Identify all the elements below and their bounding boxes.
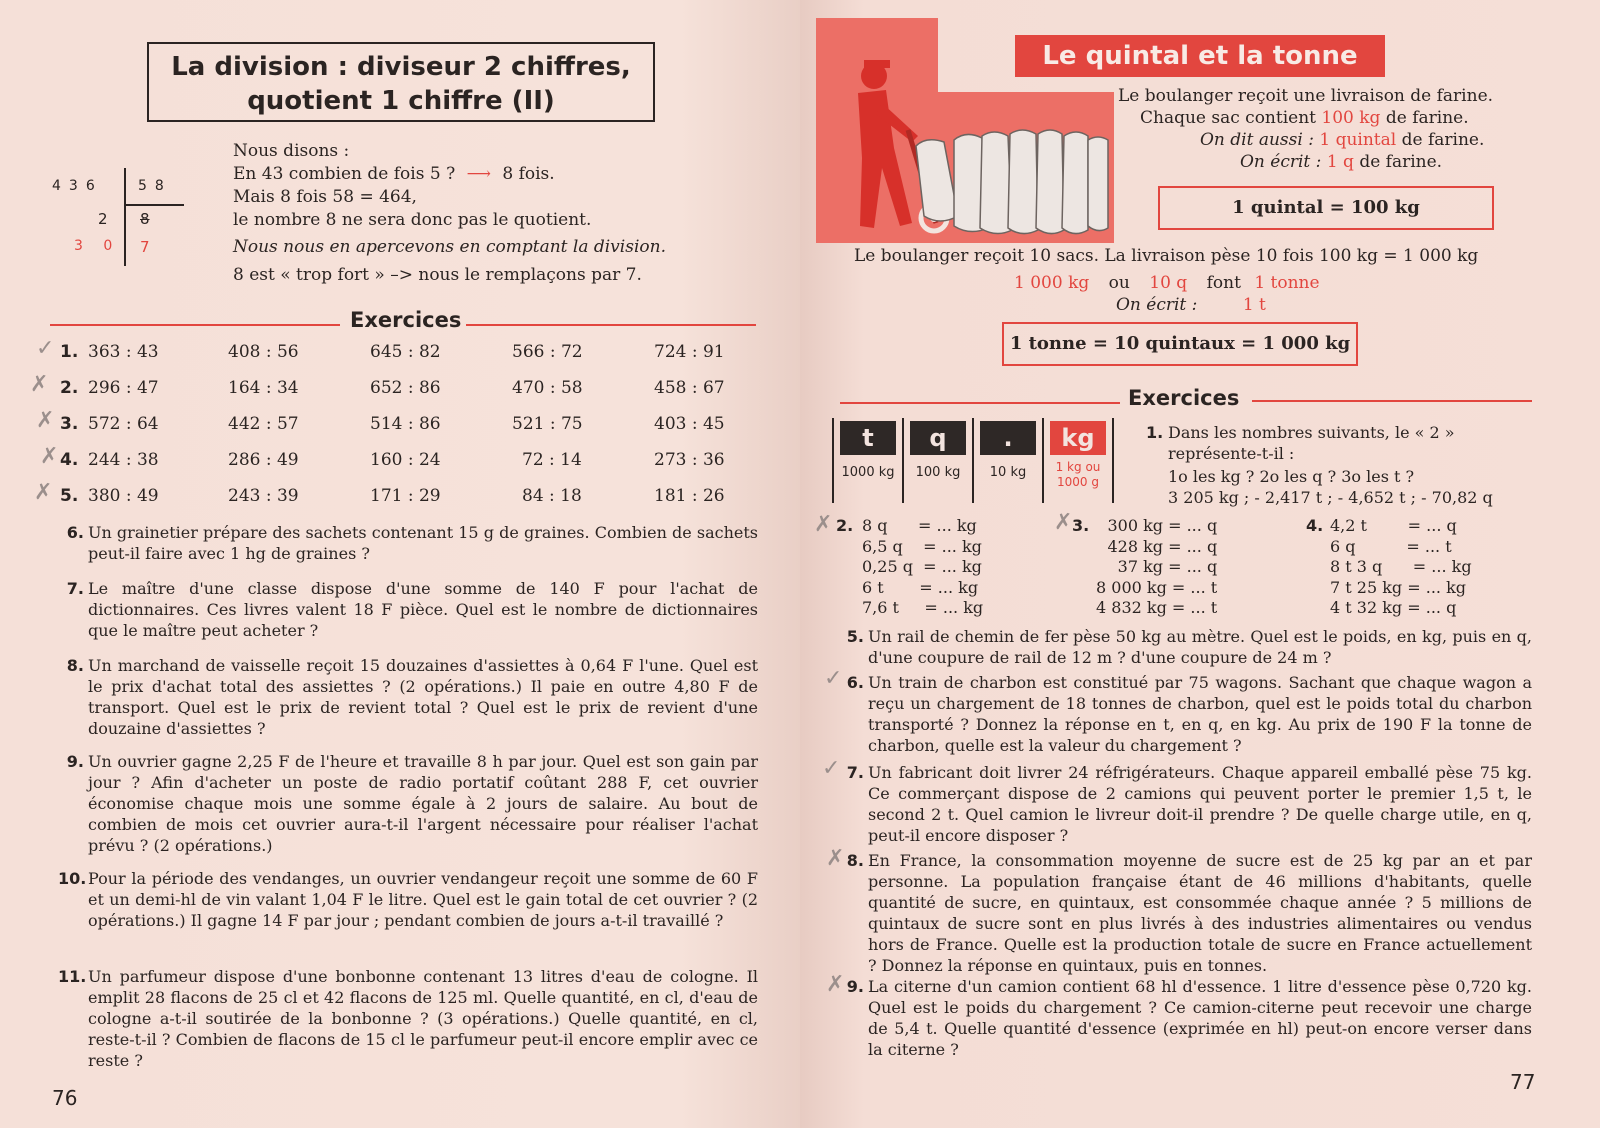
- problem-text: Un rail de chemin de fer pèse 50 kg au mètre. Quel est le poids, en kg, puis en q, d'une coupure de rail de 12 m ? d'une coupure de 24 m ?: [868, 627, 1532, 667]
- explain-line-1: Nous disons :: [233, 141, 350, 161]
- intro-line-1: Le boulanger reçoit une livraison de farine.: [1118, 86, 1494, 106]
- conversion-line: 7 t 25 kg = ... kg: [1330, 577, 1467, 597]
- pencil-mark: ✓: [824, 666, 843, 691]
- unit-head: .: [980, 421, 1036, 455]
- problem-number: 6.: [846, 673, 864, 692]
- problem-text: Pour la période des vendanges, un ouvrier vendangeur reçoit une somme de 60 F et un demi-hl de vin valant 1,04 F le litre. Quel est le gain total de cet ouvrier ? (2 opérations.) Il gagne 14 F par jour ; pendant combien de jours a-t-il travaillé ?: [88, 869, 758, 930]
- operation: 572 : 64: [88, 414, 159, 434]
- problem-number: 5.: [846, 627, 864, 646]
- operation: 652 : 86: [370, 378, 441, 398]
- intro-text: On écrit :: [1240, 152, 1322, 172]
- operation: 403 : 45: [654, 414, 725, 434]
- equivalence-line-2: [1116, 294, 1266, 316]
- arrow-icon: ⟶: [466, 164, 491, 184]
- unit-column-t: [834, 418, 904, 503]
- pencil-mark: ✗: [814, 512, 833, 537]
- trial-quotient: 8: [140, 210, 150, 228]
- explain-line-3: Mais 8 fois 58 = 464,: [233, 187, 417, 207]
- conversion-line: 428 kg = ... q: [1107, 536, 1218, 556]
- exercise-3: [1096, 516, 1217, 619]
- operation: 84 : 18: [522, 486, 582, 506]
- problem-number: 11.: [58, 967, 87, 986]
- unit-label: 1 kg ou 1000 g: [1055, 460, 1101, 489]
- unit-column-q: [904, 418, 974, 503]
- ops-row-number: 4.: [60, 450, 79, 470]
- operation: 164 : 34: [228, 378, 299, 398]
- conversion-line: 300 kg = ... q: [1107, 516, 1218, 535]
- operation: 724 : 91: [654, 342, 725, 362]
- problem-text: Un marchand de vaisselle reçoit 15 douzaines d'assiettes à 0,64 F l'une. Quel est le prix d'achat total des assiettes ? (2 opérations.) Il paie en outre 4,80 F de transport. Quel est le prix de revient total ? Quel est le prix de revient d'une douzaine d'assiettes ?: [88, 656, 758, 738]
- tonne-definition-box: 1 tonne = 10 quintaux = 1 000 kg: [1002, 322, 1358, 366]
- equiv-word: font: [1206, 273, 1241, 293]
- operation: 470 : 58: [512, 378, 583, 398]
- conversion-line: 37 kg = ... q: [1117, 557, 1218, 576]
- problem-10: [58, 868, 758, 931]
- lesson-title-box: [147, 42, 655, 122]
- problem-number: 7.: [846, 763, 864, 782]
- problem-number: 10.: [58, 869, 87, 888]
- exercises-title: Exercices: [1128, 386, 1240, 410]
- problem-number: 3.: [1072, 516, 1090, 535]
- problem-number: 4.: [1306, 516, 1324, 535]
- ops-row-number: 1.: [60, 342, 79, 362]
- intro-line-3: [1200, 129, 1484, 151]
- problem-number: 1.: [1146, 423, 1164, 442]
- problem-text: Un grainetier prépare des sachets contenant 15 g de graines. Combien de sachets peut-il faire avec 1 hg de graines ?: [88, 523, 758, 563]
- problem-5: [846, 626, 1532, 668]
- problem-number: 8.: [846, 851, 864, 870]
- problem-9: [846, 976, 1532, 1060]
- pencil-mark: ✗: [1054, 510, 1073, 535]
- pencil-mark: ✗: [826, 846, 845, 871]
- operation: 243 : 39: [228, 486, 299, 506]
- operation: 181 : 26: [654, 486, 725, 506]
- exercises-rule-right: [466, 324, 756, 326]
- lesson-title-line2: quotient 1 chiffre (II): [247, 86, 555, 116]
- problem-text: Un train de charbon est constitué par 75 wagons. Sachant que chaque wagon a reçu un chargement de 18 tonnes de charbon, quel est le poids total du charbon transporté ? Donnez la réponse en t, en q, en kg. Au prix de 190 F la tonne de charbon, quelle est la valeur du chargement ?: [868, 673, 1532, 755]
- remainder: 3 0: [74, 238, 121, 254]
- delivery-line: Le boulanger reçoit 10 sacs. La livraison pèse 10 fois 100 kg = 1 000 kg: [854, 246, 1479, 266]
- operation: 363 : 43: [88, 342, 159, 362]
- problem-number: 9.: [66, 752, 84, 771]
- problem-6: [846, 672, 1532, 756]
- exercises-rule-left: [50, 324, 340, 326]
- problem-11: [58, 966, 758, 1071]
- equiv-word: On écrit :: [1116, 295, 1198, 315]
- pencil-mark: ✗: [36, 408, 55, 433]
- operation: 442 : 57: [228, 414, 299, 434]
- ops-row-4: [60, 450, 760, 472]
- exercise-1-line: 3 205 kg ; - 2,417 t ; - 4,652 t ; - 70,82 q: [1168, 488, 1493, 507]
- unit-label: 10 kg: [989, 465, 1027, 480]
- operation: 566 : 72: [512, 342, 583, 362]
- equiv-q: 10 q: [1149, 273, 1188, 293]
- equivalence-line: [1014, 272, 1320, 294]
- unit-table: [832, 418, 1116, 503]
- problem-number: 7.: [66, 579, 84, 598]
- conversion-line: 6,5 q = ... kg: [862, 536, 982, 556]
- exercise-1-line: 1o les kg ? 2o les q ? 3o les t ?: [1168, 467, 1415, 486]
- intro-text: On dit aussi :: [1200, 130, 1314, 150]
- exercise-1-line: Dans les nombres suivants, le « 2 » représente-t-il :: [1168, 423, 1455, 463]
- operation: 408 : 56: [228, 342, 299, 362]
- intro-text: Chaque sac contient: [1140, 108, 1316, 128]
- problem-6: [66, 522, 758, 564]
- divisor: 58: [138, 178, 172, 194]
- unit-head: q: [910, 421, 966, 455]
- operation: 645 : 82: [370, 342, 441, 362]
- equiv-word: ou: [1108, 273, 1130, 293]
- intro-text: de farine.: [1401, 130, 1485, 150]
- intro-line-4: [1240, 151, 1442, 173]
- intro-text: de farine.: [1385, 108, 1469, 128]
- unit-head: t: [840, 421, 896, 455]
- operation: 521 : 75: [512, 414, 583, 434]
- operation: 171 : 29: [370, 486, 441, 506]
- explain-line-5: Nous nous en apercevons en comptant la division.: [233, 237, 666, 257]
- operation: 514 : 86: [370, 414, 441, 434]
- equiv-symbol: 1 t: [1242, 295, 1266, 315]
- exercises-rule-left: [840, 402, 1120, 404]
- intro-line-2: [1140, 107, 1469, 129]
- conversion-line: 0,25 q = ... kg: [862, 557, 982, 576]
- pencil-mark: ✓: [822, 756, 841, 781]
- operation: 380 : 49: [88, 486, 159, 506]
- operation: 72 : 14: [522, 450, 582, 470]
- page-number: 77: [1510, 1070, 1536, 1094]
- conversion-line: 4 832 kg = ... t: [1096, 598, 1218, 617]
- right-page: [800, 0, 1600, 1128]
- problem-8: [66, 655, 758, 739]
- problem-7: [66, 578, 758, 641]
- ops-row-number: 3.: [60, 414, 79, 434]
- ops-row-number: 2.: [60, 378, 79, 398]
- exercises-title: Exercices: [350, 308, 462, 332]
- conversion-line: 6 t = ... kg: [862, 577, 979, 597]
- page-number: 76: [52, 1086, 78, 1110]
- pencil-mark: ✗: [30, 372, 49, 397]
- conversion-line: 4,2 t = ... q: [1330, 516, 1457, 535]
- problem-text: Un parfumeur dispose d'une bonbonne contenant 13 litres d'eau de cologne. Il emplit 28 flacons de 25 cl et 42 flacons de 125 ml. Quelle quantité, en cl, d'eau de cologne a-t-il soutirée de la bonbonne ? (3 opérations.) Quelle quantité, en cl, reste-t-il ? Combien de flacons de 15 cl le parfumeur peut-il encore emplir avec ce reste ?: [88, 967, 758, 1070]
- pencil-mark: ✗: [34, 480, 53, 505]
- ops-row-2: [60, 378, 760, 400]
- pencil-mark: ✓: [36, 336, 55, 361]
- equiv-kg: 1 000 kg: [1014, 273, 1090, 293]
- conversion-line: 7,6 t = ... kg: [862, 598, 984, 617]
- division-vertical-bar: [124, 168, 126, 266]
- problem-number: 8.: [66, 656, 84, 675]
- problem-9: [66, 751, 758, 856]
- unit-label: 100 kg: [915, 465, 961, 480]
- final-quotient: 7: [140, 238, 150, 256]
- problem-7: [846, 762, 1532, 846]
- struck-digit: 2: [98, 210, 108, 228]
- exercises-rule-right: [1252, 400, 1532, 402]
- explain-line-6: 8 est « trop fort » –> nous le remplaçons par 7.: [233, 265, 642, 285]
- exercise-2: [862, 516, 983, 619]
- ops-row-number: 5.: [60, 486, 79, 506]
- lesson-title-line1: La division : diviseur 2 chiffres,: [171, 52, 631, 82]
- problem-number: 6.: [66, 523, 84, 542]
- problem-number: 9.: [846, 977, 864, 996]
- conversion-line: 8 t 3 q = ... kg: [1330, 557, 1472, 576]
- problem-text: Un fabricant doit livrer 24 réfrigérateurs. Chaque appareil emballé pèse 75 kg. Ce commerçant dispose de 2 camions qui peuvent porter le premier 1,5 t, le second 2 t. Quel camion le livreur doit-il prendre ? De quelle charge utile, en q, peut-il encore disposer ?: [868, 763, 1532, 845]
- problem-text: Un ouvrier gagne 2,25 F de l'heure et travaille 8 h par jour. Quel est son gain par jour ? Afin d'acheter un poste de radio portatif coûtant 288 F, cet ouvrier économise chaque mois une somme égale à 2 jours de salaire. Au bout de combien de mois cet ouvrier aura-t-il l'argent nécessaire pour réaliser l'achat prévu ? (2 opérations.): [88, 752, 758, 855]
- operation: 160 : 24: [370, 450, 441, 470]
- explain-question: En 43 combien de fois 5 ?: [233, 164, 456, 184]
- quintal-definition-box: 1 quintal = 100 kg: [1158, 186, 1494, 230]
- dividend: 436: [52, 178, 103, 194]
- problem-number: 2.: [836, 516, 854, 535]
- operation: 458 : 67: [654, 378, 725, 398]
- operation: 286 : 49: [228, 450, 299, 470]
- lesson-banner: Le quintal et la tonne: [1015, 35, 1385, 77]
- operation: 244 : 38: [88, 450, 159, 470]
- operation: 273 : 36: [654, 450, 725, 470]
- operation: 296 : 47: [88, 378, 159, 398]
- ops-row-5: [60, 486, 760, 508]
- exercise-4: [1330, 516, 1472, 619]
- intro-value: 100 kg: [1321, 108, 1381, 128]
- unit-column-kg: [1044, 418, 1114, 503]
- problem-text: Le maître d'une classe dispose d'une somme de 140 F pour l'achat de dictionnaires. Ces livres valent 18 F pièce. Quel est le nombre de dictionnaires que le maître peut acheter ?: [88, 579, 758, 640]
- conversion-line: 8 000 kg = ... t: [1096, 577, 1218, 597]
- conversion-line: 4 t 32 kg = ... q: [1330, 598, 1457, 617]
- ops-row-3: [60, 414, 760, 436]
- equiv-t: 1 tonne: [1254, 273, 1320, 293]
- pencil-mark: ✗: [40, 444, 59, 469]
- conversion-line: 6 q = ... t: [1330, 536, 1452, 556]
- intro-value: 1 quintal: [1319, 130, 1397, 150]
- division-horizontal-bar: [124, 204, 184, 206]
- explain-answer: 8 fois.: [502, 164, 555, 184]
- intro-value: 1 q: [1326, 152, 1354, 172]
- intro-text: de farine.: [1359, 152, 1443, 172]
- conversion-line: 8 q = ... kg: [862, 516, 977, 535]
- explain-line-2: [233, 163, 555, 185]
- problem-text: En France, la consommation moyenne de sucre est de 25 kg par an et par personne. La population française étant de 46 millions d'habitants, quelle quantité de sucre, en quintaux, est consommée chaque année ? 5 millions de quintaux de sucre sont en plus livrés à des industries alimentaires ou vendus hors de France. Quelle est la production totale de sucre en France actuellement ? Donnez la réponse en quintaux, puis en tonnes.: [868, 851, 1532, 975]
- unit-head: kg: [1050, 421, 1106, 455]
- ops-row-1: [60, 342, 760, 364]
- pencil-mark: ✗: [826, 972, 845, 997]
- division-example: [48, 168, 198, 268]
- exercise-1: [1146, 422, 1530, 508]
- problem-text: La citerne d'un camion contient 68 hl d'essence. 1 litre d'essence pèse 0,720 kg. Quel est le poids du chargement ? Ce camion-citerne peut recevoir une charge de 5,4 t. Quelle quantité d'essence (exprimée en hl) peut-on encore verser dans la citerne ?: [868, 977, 1532, 1059]
- explain-line-4: le nombre 8 ne sera donc pas le quotient.: [233, 210, 592, 230]
- unit-column-10kg: [974, 418, 1044, 503]
- problem-8: [846, 850, 1532, 976]
- unit-label: 1000 kg: [841, 465, 895, 480]
